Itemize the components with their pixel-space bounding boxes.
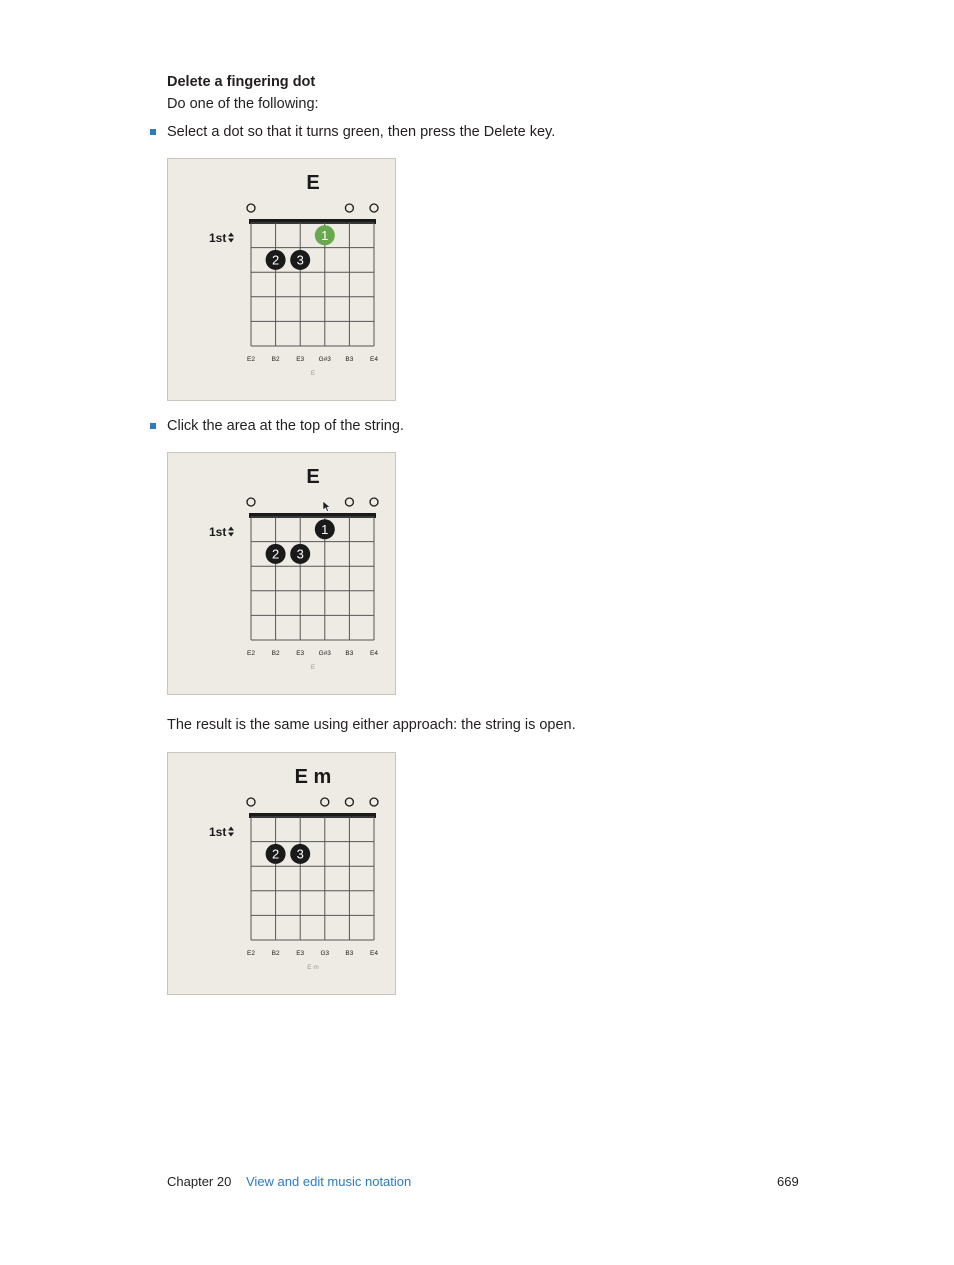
fret-position-label: 1st [209,525,227,539]
footer-chapter-link[interactable]: View and edit music notation [246,1174,412,1189]
string-note-label: E2 [247,650,255,657]
open-string-marker[interactable] [345,798,353,806]
string-note-label: E2 [247,356,255,363]
fret-down-arrow-icon[interactable] [228,533,234,537]
string-note-label: E3 [296,950,305,957]
chord-footer-name: E m [307,964,319,971]
chord-name: E m [294,766,332,788]
chord-diagram-1[interactable] [167,158,396,401]
mouse-cursor-icon [323,501,330,512]
open-string-marker[interactable] [247,204,255,212]
finger-number: 1 [321,521,329,537]
string-note-label: E3 [296,356,305,363]
string-note-label: B2 [271,950,280,957]
finger-number: 3 [296,846,304,862]
fret-down-arrow-icon[interactable] [228,833,234,837]
open-string-marker[interactable] [370,204,378,212]
string-note-label: B3 [345,650,354,657]
finger-dot[interactable] [315,519,335,539]
string-note-label: B2 [271,356,280,363]
bullet-icon [150,129,156,135]
finger-dot[interactable] [290,250,310,270]
finger-dot[interactable] [290,544,310,564]
finger-number: 3 [296,546,304,562]
open-string-marker[interactable] [370,498,378,506]
finger-dot[interactable] [266,250,286,270]
open-string-marker[interactable] [345,204,353,212]
fret-up-arrow-icon[interactable] [228,233,234,237]
finger-number: 2 [271,252,280,268]
step-item-2 [150,418,404,434]
string-note-label: G3 [320,950,330,957]
chord-name: E [306,466,320,488]
open-string-marker[interactable] [321,798,329,806]
string-note-label: E4 [370,950,378,957]
fret-down-arrow-icon[interactable] [228,239,234,243]
string-note-label: E4 [370,356,378,363]
footer-chapter: Chapter 20 [167,1174,232,1189]
finger-number: 3 [296,252,304,268]
chord-svg [168,159,397,402]
finger-number: 1 [321,227,329,243]
string-note-label: G#3 [318,356,331,363]
finger-number: 2 [271,846,280,862]
open-string-marker[interactable] [247,798,255,806]
finger-number: 2 [271,546,280,562]
string-note-label: E2 [247,950,255,957]
page-number: 669 [777,1174,799,1189]
finger-dot[interactable] [315,225,335,245]
chord-diagram-2[interactable] [167,452,396,695]
chord-svg [168,453,397,696]
string-note-label: E3 [296,650,305,657]
string-note-label: B2 [271,650,280,657]
string-note-label: G#3 [318,650,331,657]
open-string-marker[interactable] [370,798,378,806]
section-heading: Delete a fingering dot [167,74,316,90]
string-note-label: B3 [345,950,354,957]
string-note-label: E4 [370,650,378,657]
step-text-1: Select a dot so that it turns green, then press the Delete key. [167,124,556,140]
finger-dot[interactable] [290,844,310,864]
bullet-icon [150,423,156,429]
step-item-1 [150,124,555,140]
fret-position-label: 1st [209,231,227,245]
open-string-marker[interactable] [345,498,353,506]
chord-footer-name: E [310,370,316,377]
fret-up-arrow-icon[interactable] [228,527,234,531]
result-text: The result is the same using either approach: the string is open. [167,717,576,733]
fret-up-arrow-icon[interactable] [228,827,234,831]
chord-svg [168,753,397,996]
string-note-label: B3 [345,356,354,363]
section-intro: Do one of the following: [167,96,319,112]
finger-dot[interactable] [266,844,286,864]
finger-dot[interactable] [266,544,286,564]
step-text-2: Click the area at the top of the string. [167,418,404,434]
chord-name: E [306,172,320,194]
open-string-marker[interactable] [247,498,255,506]
chord-footer-name: E [310,664,316,671]
fret-position-label: 1st [209,825,227,839]
chord-diagram-3[interactable] [167,752,396,995]
